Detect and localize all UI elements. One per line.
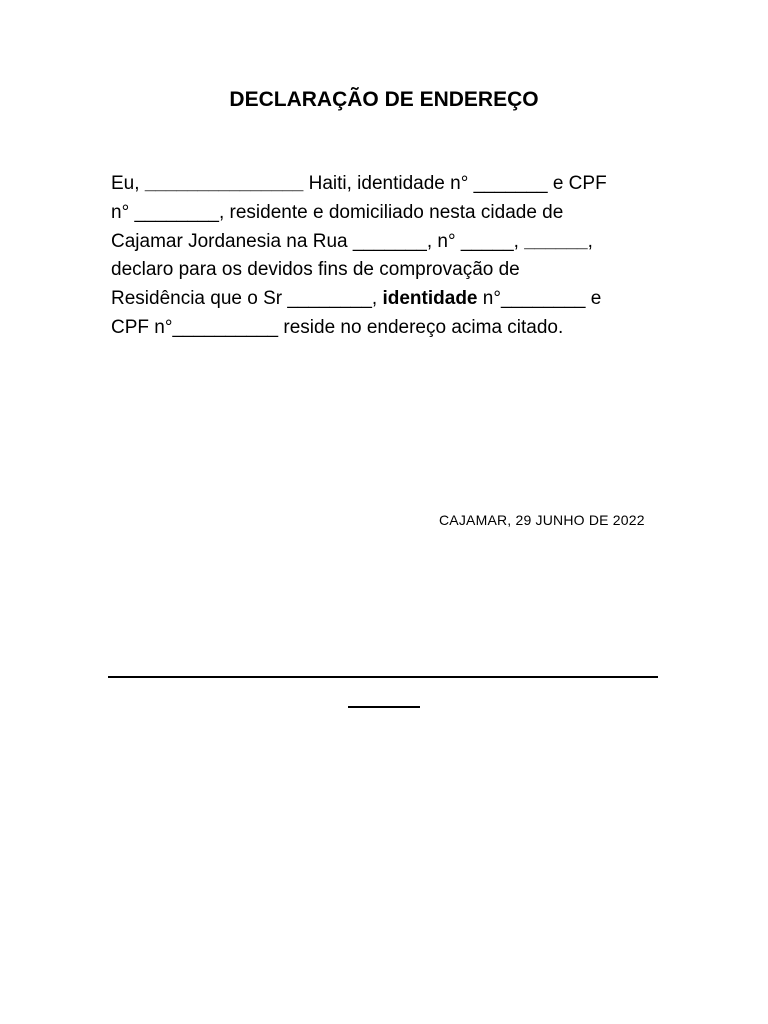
paragraph-line-4: declaro para os devidos fins de comprovação de [111,259,520,281]
paragraph-line-5 [111,285,671,314]
declaration-paragraph [111,170,671,343]
line-3-text-a: Cajamar Jordanesia na Rua _______, n° _____, [111,230,525,252]
line-5-text-c: n°________ e [477,288,602,310]
signature-line [108,676,658,678]
complement-blank: ______ [524,230,588,252]
line-3-text-c: , [587,230,593,252]
paragraph-line-1 [111,170,671,199]
paragraph-line-6: CPF n°__________ reside no endereço acima citado. [111,316,564,338]
signature-line-short [348,706,420,708]
date-line: CAJAMAR, 29 JUNHO DE 2022 [439,512,645,528]
name-blank: _______________ [144,173,304,194]
identidade-bold: identidade [382,288,478,310]
document-title: DECLARAÇÃO DE ENDEREÇO [229,88,539,111]
paragraph-line-2: n° ________, residente e domiciliado nesta cidade de [111,201,564,223]
paragraph-line-3 [111,228,671,257]
line-1-text-a: Eu, [111,173,145,194]
line-5-text-a: Residência que o Sr ________, [111,288,383,310]
line-1-text-c: Haiti, identidade n° _______ e CPF [303,173,607,194]
